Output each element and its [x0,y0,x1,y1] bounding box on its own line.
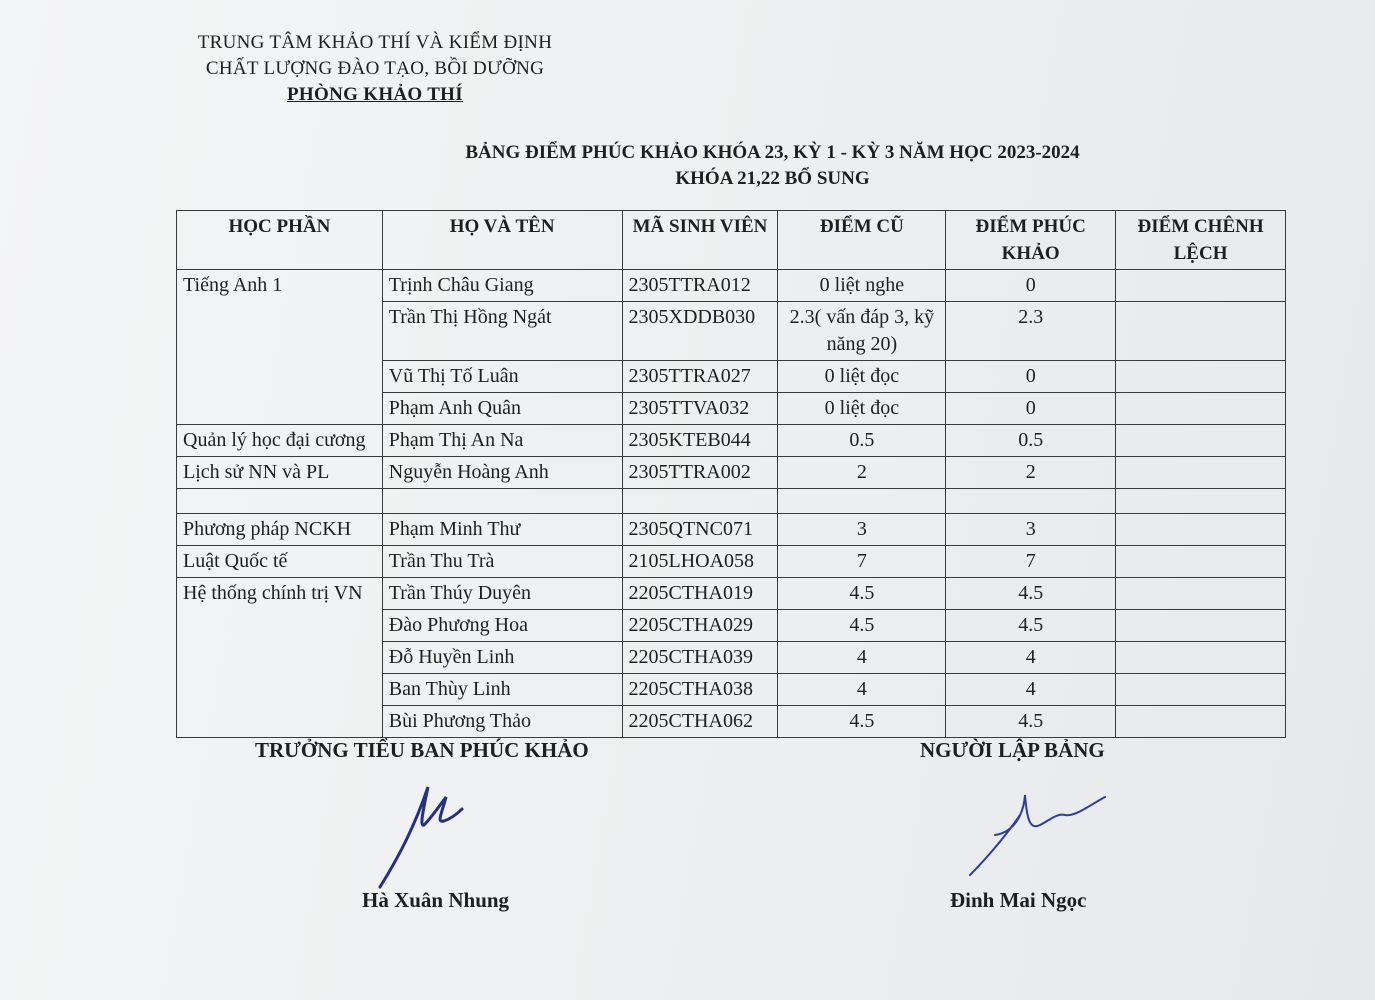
cell-difference [1116,270,1286,302]
org-department: PHÒNG KHẢO THÍ [287,84,463,105]
table-row [177,546,1286,578]
cell-difference [1116,706,1286,738]
cell-student-id: 2305TTRA027 [622,361,778,393]
cell-difference [1116,546,1286,578]
cell-old-score: 2 [778,457,946,489]
left-signer-name: Hà Xuân Nhung [362,888,510,912]
cell-course [177,489,383,514]
cell-old-score: 0 liệt đọc [778,361,946,393]
cell-review-score: 4.5 [946,706,1116,738]
cell-course: Phương pháp NCKH [177,514,383,546]
cell-difference [1116,578,1286,610]
cell-name: Trần Thúy Duyên [382,578,622,610]
cell-review-score: 2.3 [946,302,1116,361]
cell-old-score [778,489,946,514]
cell-student-id: 2205CTHA038 [622,674,778,706]
cell-student-id [622,489,778,514]
title-line-2: KHÓA 21,22 BỔ SUNG [675,168,870,189]
cell-course: Hệ thống chính trị VN [177,578,383,738]
cell-old-score: 0 liệt đọc [778,393,946,425]
cell-review-score: 0 [946,393,1116,425]
cell-review-score: 4.5 [946,610,1116,642]
cell-course: Quản lý học đại cương [177,425,383,457]
table-row [177,514,1286,546]
cell-student-id: 2305QTNC071 [622,514,778,546]
cell-student-id: 2205CTHA062 [622,706,778,738]
cell-name: Vũ Thị Tố Luân [382,361,622,393]
cell-review-score: 0.5 [946,425,1116,457]
left-handwritten-signature [370,775,480,895]
cell-name: Trịnh Châu Giang [382,270,622,302]
table-header-row [177,211,1286,270]
cell-course: Tiếng Anh 1 [177,270,383,425]
cell-difference [1116,674,1286,706]
cell-review-score: 4 [946,642,1116,674]
right-handwritten-signature [965,785,1115,880]
cell-difference [1116,425,1286,457]
col-header-difference: ĐIỂM CHÊNH LỆCH [1116,211,1286,270]
col-header-review-score: ĐIỂM PHÚC KHẢO [946,211,1116,270]
cell-old-score: 0.5 [778,425,946,457]
cell-review-score: 0 [946,270,1116,302]
left-signature-title: TRƯỞNG TIỂU BAN PHÚC KHẢO [255,738,589,762]
cell-review-score: 2 [946,457,1116,489]
cell-old-score: 4 [778,642,946,674]
cell-name: Phạm Minh Thư [382,514,622,546]
cell-name: Phạm Thị An Na [382,425,622,457]
cell-course: Lịch sử NN và PL [177,457,383,489]
cell-old-score: 0 liệt nghe [778,270,946,302]
cell-name [382,489,622,514]
org-line-1: TRUNG TÂM KHẢO THÍ VÀ KIỂM ĐỊNH [197,32,553,53]
cell-name: Đào Phương Hoa [382,610,622,642]
right-signature-title: NGƯỜI LẬP BẢNG [920,738,1105,762]
cell-old-score: 7 [778,546,946,578]
cell-difference [1116,302,1286,361]
cell-review-score: 0 [946,361,1116,393]
cell-name: Ban Thùy Linh [382,674,622,706]
cell-student-id: 2205CTHA039 [622,642,778,674]
cell-old-score: 3 [778,514,946,546]
table-row [177,270,1286,302]
col-header-name: HỌ VÀ TÊN [382,211,622,270]
cell-difference [1116,393,1286,425]
table-row-empty [177,489,1286,514]
cell-student-id: 2105LHOA058 [622,546,778,578]
table-row [177,578,1286,610]
col-header-course: HỌC PHẦN [177,211,383,270]
cell-student-id: 2205CTHA029 [622,610,778,642]
cell-student-id: 2305TTRA012 [622,270,778,302]
document-title [420,140,1125,192]
cell-old-score: 4.5 [778,578,946,610]
cell-difference [1116,489,1286,514]
cell-review-score: 4.5 [946,578,1116,610]
cell-difference [1116,642,1286,674]
cell-old-score: 2.3( vấn đáp 3, kỹ năng 20) [778,302,946,361]
cell-review-score [946,489,1116,514]
col-header-student-id: MÃ SINH VIÊN [622,211,778,270]
cell-student-id: 2305XDDB030 [622,302,778,361]
organization-header [170,30,580,108]
table-row [177,457,1286,489]
cell-difference [1116,610,1286,642]
cell-name: Trần Thị Hồng Ngát [382,302,622,361]
cell-student-id: 2305TTVA032 [622,393,778,425]
cell-old-score: 4.5 [778,610,946,642]
table-row [177,425,1286,457]
col-header-old-score: ĐIỂM CŨ [778,211,946,270]
org-line-2: CHẤT LƯỢNG ĐÀO TẠO, BỒI DƯỠNG [205,58,545,79]
cell-name: Bùi Phương Thảo [382,706,622,738]
cell-student-id: 2305TTRA002 [622,457,778,489]
cell-difference [1116,361,1286,393]
cell-student-id: 2305KTEB044 [622,425,778,457]
cell-name: Nguyễn Hoàng Anh [382,457,622,489]
title-line-1: BẢNG ĐIỂM PHÚC KHẢO KHÓA 23, KỲ 1 - KỲ 3 NĂM HỌC 2023-2024 [465,142,1080,163]
cell-student-id: 2205CTHA019 [622,578,778,610]
cell-name: Phạm Anh Quân [382,393,622,425]
score-table [176,210,1286,738]
cell-difference [1116,514,1286,546]
cell-old-score: 4.5 [778,706,946,738]
cell-review-score: 4 [946,674,1116,706]
cell-name: Trần Thu Trà [382,546,622,578]
cell-difference [1116,457,1286,489]
cell-course: Luật Quốc tế [177,546,383,578]
cell-name: Đỗ Huyền Linh [382,642,622,674]
cell-review-score: 3 [946,514,1116,546]
right-signer-name: Đinh Mai Ngọc [950,888,1087,912]
cell-old-score: 4 [778,674,946,706]
cell-review-score: 7 [946,546,1116,578]
